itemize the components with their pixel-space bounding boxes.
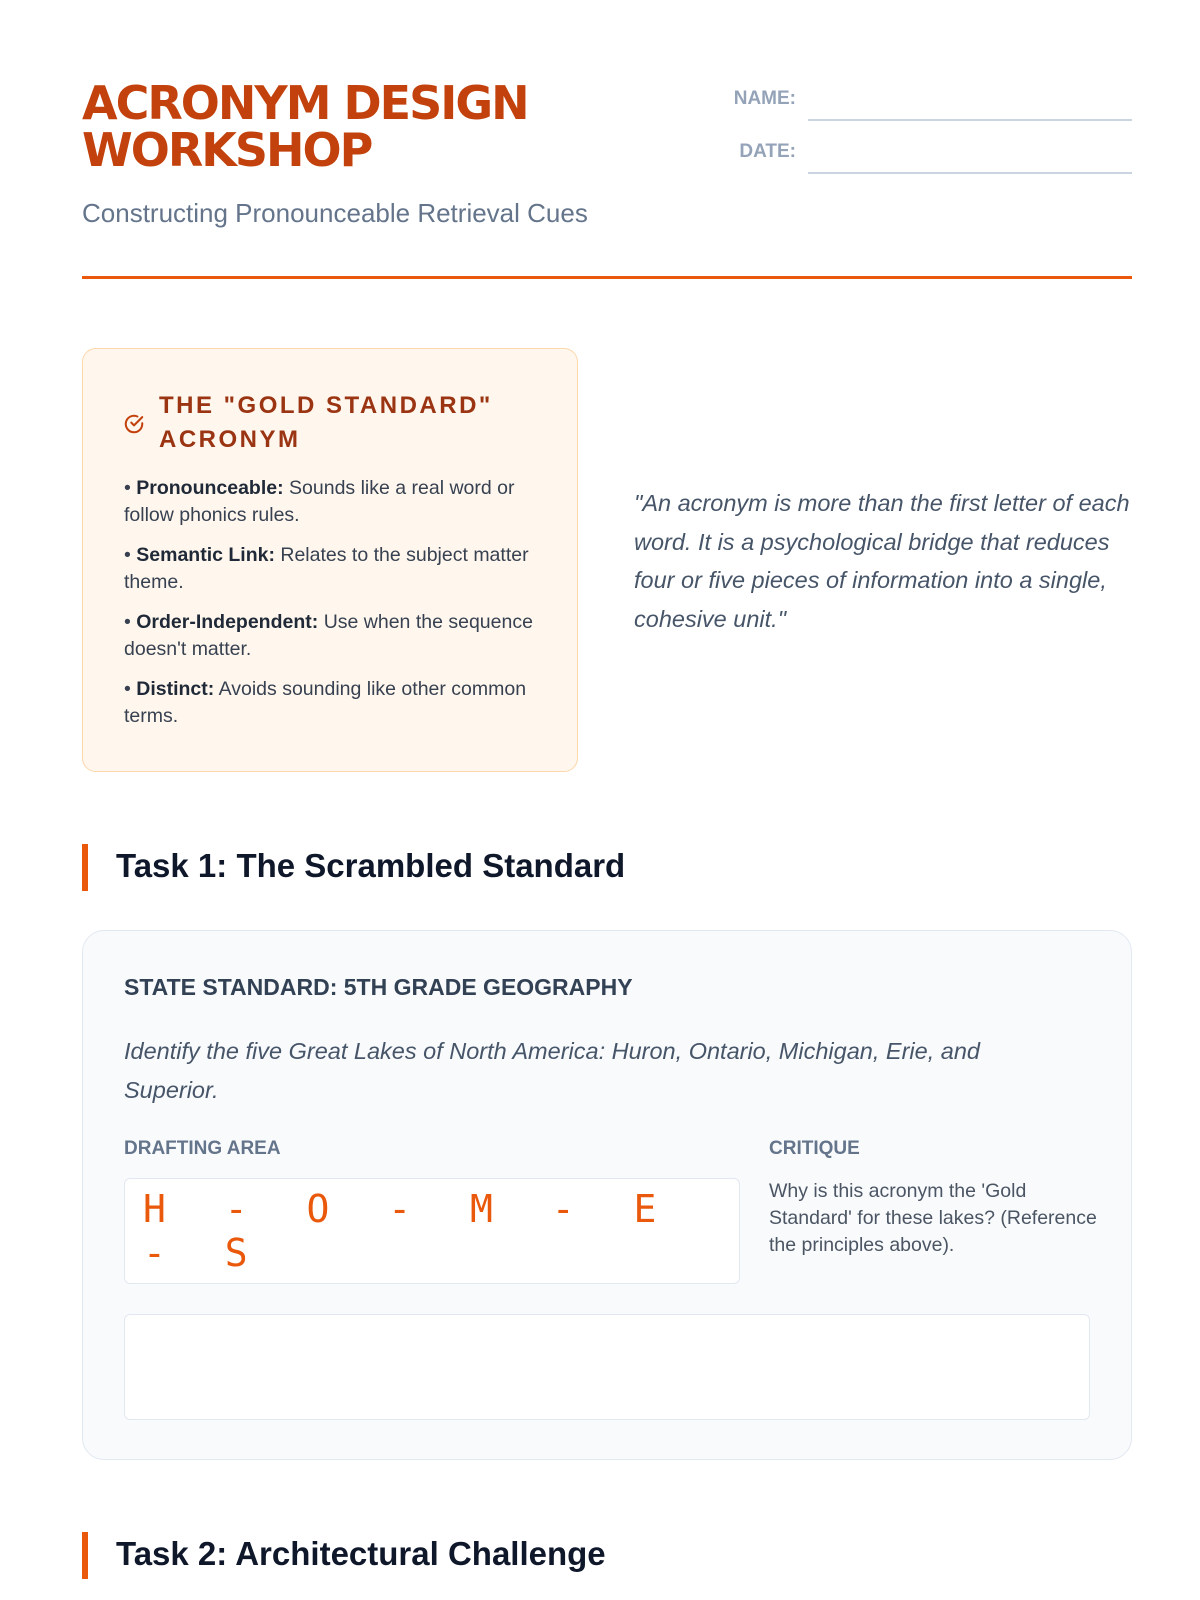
- principle-text: Use when the sequence doesn't matter.: [124, 611, 533, 660]
- date-field[interactable]: [808, 171, 1132, 174]
- principle-term: Order-Independent:: [136, 611, 319, 633]
- drafting-area[interactable]: [124, 1178, 740, 1284]
- list-item: • Distinct: Avoids sounding like other common terms.: [124, 678, 527, 727]
- critique-label: CRITIQUE: [769, 1138, 860, 1159]
- gold-standard-list: [124, 475, 544, 743]
- principle-text: Relates to the subject matter theme.: [124, 544, 529, 593]
- standard-description: Identify the five Great Lakes of North America: Huron, Ontario, Michigan, Erie, and Superior.: [124, 1038, 980, 1103]
- gold-standard-title: THE "GOLD STANDARD" ACRONYM: [159, 392, 493, 453]
- principle-term: Distinct:: [136, 678, 215, 700]
- task2-title: Task 2: Architectural Challenge: [116, 1535, 606, 1572]
- task2-accent-bar: [82, 1532, 88, 1579]
- gold-standard-box: [82, 348, 578, 772]
- pull-quote: "An acronym is more than the first letter of each word. It is a psychological bridge that reduces four or five pieces of information into a single, cohesive unit.": [634, 490, 1130, 632]
- worksheet-subtitle: Constructing Pronounceable Retrieval Cues: [82, 198, 588, 228]
- principle-term: Semantic Link:: [136, 544, 275, 566]
- principle-text: Avoids sounding like other common terms.: [124, 678, 527, 727]
- drafting-area-label: DRAFTING AREA: [124, 1138, 281, 1159]
- principle-term: Pronounceable:: [136, 477, 284, 499]
- critique-prompt: Why is this acronym the 'Gold Standard' for these lakes? (Reference the principles above).: [769, 1180, 1097, 1256]
- list-item: • Pronounceable: Sounds like a real word or follow phonics rules.: [124, 477, 515, 526]
- name-label: NAME:: [733, 88, 796, 109]
- worksheet-title: ACRONYM DESIGN WORKSHOP: [82, 76, 528, 177]
- standard-label: STATE STANDARD: 5TH GRADE GEOGRAPHY: [124, 974, 633, 1000]
- principle-text: Sounds like a real word or follow phonics rules.: [124, 477, 515, 526]
- list-item: • Semantic Link: Relates to the subject matter theme.: [124, 544, 529, 593]
- critique-answer-input[interactable]: [124, 1314, 1090, 1420]
- acronym-display: H - O - M - E - S: [143, 1187, 675, 1275]
- date-label: DATE:: [739, 141, 796, 162]
- check-circle-icon: [123, 413, 145, 435]
- name-field[interactable]: [808, 118, 1132, 121]
- task1-accent-bar: [82, 844, 88, 891]
- task1-card: [82, 930, 1132, 1460]
- header-divider: [82, 276, 1132, 279]
- task1-title: Task 1: The Scrambled Standard: [116, 847, 626, 884]
- list-item: • Order-Independent: Use when the sequence doesn't matter.: [124, 611, 533, 660]
